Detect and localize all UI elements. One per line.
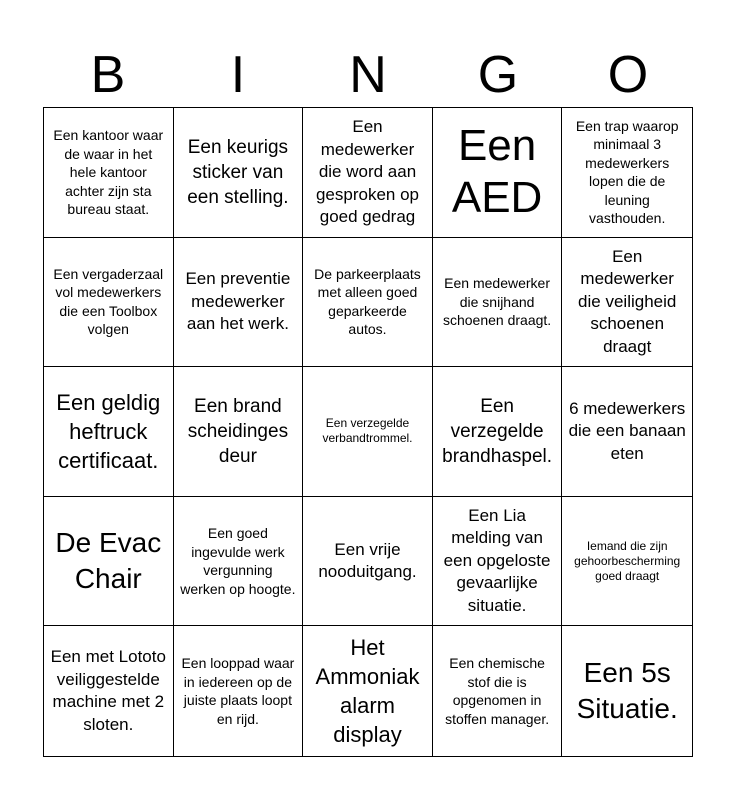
bingo-cell[interactable]	[433, 367, 563, 497]
bingo-cell[interactable]	[433, 497, 563, 627]
cell-text: Een geldig heftruck certificaat.	[56, 389, 161, 473]
bingo-cell[interactable]	[562, 497, 692, 627]
bingo-cell[interactable]	[433, 626, 563, 756]
cell-text: Een medewerker die snijhand schoenen draagt.	[442, 275, 552, 329]
bingo-cell[interactable]	[174, 367, 304, 497]
cell-text: Een Lia melding van een opgeloste gevaarlijke situatie.	[443, 505, 551, 615]
bingo-cell[interactable]	[562, 367, 692, 497]
bingo-cell[interactable]	[174, 626, 304, 756]
bingo-cell[interactable]	[303, 367, 433, 497]
cell-text: De parkeerplaats met alleen goed geparkeerde autos.	[314, 265, 421, 338]
cell-text: Een kantoor waar de waar in het hele kantoor achter zijn sta bureau staat.	[53, 127, 164, 218]
cell-text: Een looppad waar in iedereen op de juiste plaats loopt en rijd.	[181, 655, 295, 727]
cell-text: Een vrije nooduitgang.	[318, 539, 417, 582]
bingo-cell[interactable]	[303, 497, 433, 627]
cell-text: Een AED	[451, 121, 543, 223]
cell-text: 6 medewerkers die een banaan eten	[568, 398, 686, 463]
bingo-cell[interactable]	[44, 367, 174, 497]
cell-text: Een brand scheidinges deur	[187, 395, 289, 467]
bingo-cell[interactable]	[44, 626, 174, 756]
cell-text: Een trap waarop minimaal 3 medewerkers lopen die de leuning vasthouden.	[575, 117, 679, 227]
cell-text: Een verzegelde verbandtrommel.	[322, 416, 413, 446]
bingo-cell[interactable]	[303, 108, 433, 238]
bingo-cell[interactable]	[174, 108, 304, 238]
bingo-cell[interactable]	[44, 238, 174, 368]
header-letter-i: I	[230, 46, 246, 104]
cell-text: Een met Lototo veiliggestelde machine met 2 sloten.	[50, 647, 166, 734]
cell-text: Een keurigs sticker van een stelling.	[187, 136, 289, 208]
header-letter-g: G	[477, 46, 519, 104]
bingo-cell[interactable]	[562, 108, 692, 238]
cell-text: De Evac Chair	[55, 527, 162, 595]
cell-text: Een chemische stof die is opgenomen in stoffen manager.	[445, 655, 550, 727]
cell-text: Het Ammoniak alarm display	[315, 635, 420, 748]
bingo-header	[43, 44, 693, 106]
cell-text: Een 5s Situatie.	[576, 657, 678, 725]
bingo-cell[interactable]	[303, 238, 433, 368]
cell-text: Een goed ingevulde werk vergunning werken op hoogte.	[180, 525, 296, 597]
header-letter-n: N	[349, 46, 387, 104]
cell-text: Een preventie medewerker aan het werk.	[185, 269, 291, 334]
cell-text: Een verzegelde brandhaspel.	[442, 395, 553, 467]
cell-text: Iemand die zijn gehoorbescherming goed draagt	[574, 538, 681, 583]
bingo-cell[interactable]	[174, 238, 304, 368]
bingo-cell[interactable]	[562, 238, 692, 368]
bingo-grid	[43, 107, 693, 757]
bingo-cell[interactable]	[433, 238, 563, 368]
cell-text: Een vergaderzaal vol medewerkers die een Toolbox volgen	[53, 265, 164, 338]
cell-text: Een medewerker die veiligheid schoenen draagt	[578, 246, 677, 356]
bingo-cell[interactable]	[562, 626, 692, 756]
header-letter-o: O	[607, 46, 649, 104]
cell-text: Een medewerker die word aan gesproken op goed gedrag	[315, 117, 419, 227]
header-letter-b: B	[90, 46, 126, 104]
bingo-cell[interactable]	[44, 497, 174, 627]
bingo-cell[interactable]	[174, 497, 304, 627]
bingo-cell[interactable]	[303, 626, 433, 756]
bingo-cell[interactable]	[44, 108, 174, 238]
bingo-cell[interactable]	[433, 108, 563, 238]
